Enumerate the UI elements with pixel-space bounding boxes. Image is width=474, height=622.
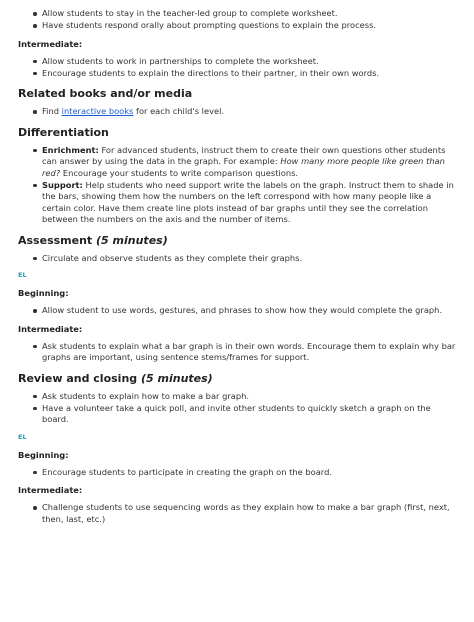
enrichment-example: How many more people like green than red? bbox=[42, 156, 445, 178]
list-item: Ask students to explain what a bar graph is in their own words. Encourage them to explain why bar graphs are important, using sentence stems/frames for support. bbox=[18, 341, 456, 364]
intermediate-label: Intermediate: bbox=[18, 323, 83, 334]
intermediate-list bbox=[18, 341, 456, 364]
support-text: Help students who need support write the labels on the graph. Instruct them to shade in the bars, showing them how the numbers on the left correspond with how many people like a certain color. Have them create line plots instead of bar graphs until they see the correlation between the numbers on the axis and the number of items. bbox=[42, 179, 454, 224]
list-item: Ask students to explain how to make a bar graph. bbox=[18, 391, 456, 403]
list-item: Have a volunteer take a quick poll, and invite other students to quickly sketch a graph on the board. bbox=[18, 403, 456, 426]
related-post: for each child's level. bbox=[133, 106, 225, 116]
enrichment-label: Enrichment: bbox=[42, 144, 99, 155]
list-item: Allow student to use words, gestures, and phrases to show how they would complete the graph. bbox=[18, 305, 456, 317]
list-item: Circulate and observe students as they complete their graphs. bbox=[18, 253, 456, 265]
el-tag: EL bbox=[18, 432, 27, 441]
support-item bbox=[18, 180, 456, 226]
list-item: Allow students to stay in the teacher-led group to complete worksheet. bbox=[18, 8, 456, 20]
intermediate-list bbox=[18, 56, 456, 80]
intermediate-list bbox=[18, 502, 456, 525]
beginning-list bbox=[18, 467, 456, 479]
beginning-label: Beginning: bbox=[18, 449, 69, 460]
enrichment-text: For advanced students, instruct them to create their own questions other students can answer by using the data in the graph. For example: bbox=[42, 144, 446, 166]
review-heading bbox=[18, 372, 456, 386]
assessment-title: Assessment bbox=[18, 233, 93, 247]
assessment-time: (5 minutes) bbox=[96, 233, 168, 247]
list-item: Challenge students to use sequencing words as they explain how to make a bar graph (first, next, then, last, etc.) bbox=[18, 502, 456, 525]
enrichment-text-2: Encourage your students to write comparison questions. bbox=[60, 167, 299, 178]
support-label: Support: bbox=[42, 179, 83, 190]
list-item: Have students respond orally about prompting questions to explain the process. bbox=[18, 20, 456, 32]
intermediate-label: Intermediate: bbox=[18, 38, 83, 49]
differentiation-heading: Differentiation bbox=[18, 125, 109, 139]
review-title: Review and closing bbox=[18, 371, 138, 385]
list-item: Encourage students to explain the directions to their partner, in their own words. bbox=[18, 68, 456, 80]
assessment-list bbox=[18, 253, 456, 265]
intermediate-label: Intermediate: bbox=[18, 485, 83, 495]
list-item bbox=[18, 106, 456, 118]
review-list bbox=[18, 391, 456, 426]
top-list bbox=[18, 8, 456, 32]
enrichment-item bbox=[18, 145, 456, 180]
el-tag: EL bbox=[18, 271, 27, 279]
interactive-books-link[interactable]: interactive books bbox=[61, 106, 134, 116]
assessment-heading bbox=[18, 234, 456, 248]
related-heading: Related books and/or media bbox=[18, 87, 193, 100]
beginning-label: Beginning: bbox=[18, 288, 69, 298]
review-time: (5 minutes) bbox=[141, 371, 213, 385]
beginning-list bbox=[18, 305, 456, 317]
differentiation-list bbox=[18, 145, 456, 226]
related-list bbox=[18, 106, 456, 118]
related-pre: Find bbox=[42, 106, 62, 116]
list-item: Allow students to work in partnerships to complete the worksheet. bbox=[18, 56, 456, 68]
list-item: Encourage students to participate in creating the graph on the board. bbox=[18, 467, 456, 479]
